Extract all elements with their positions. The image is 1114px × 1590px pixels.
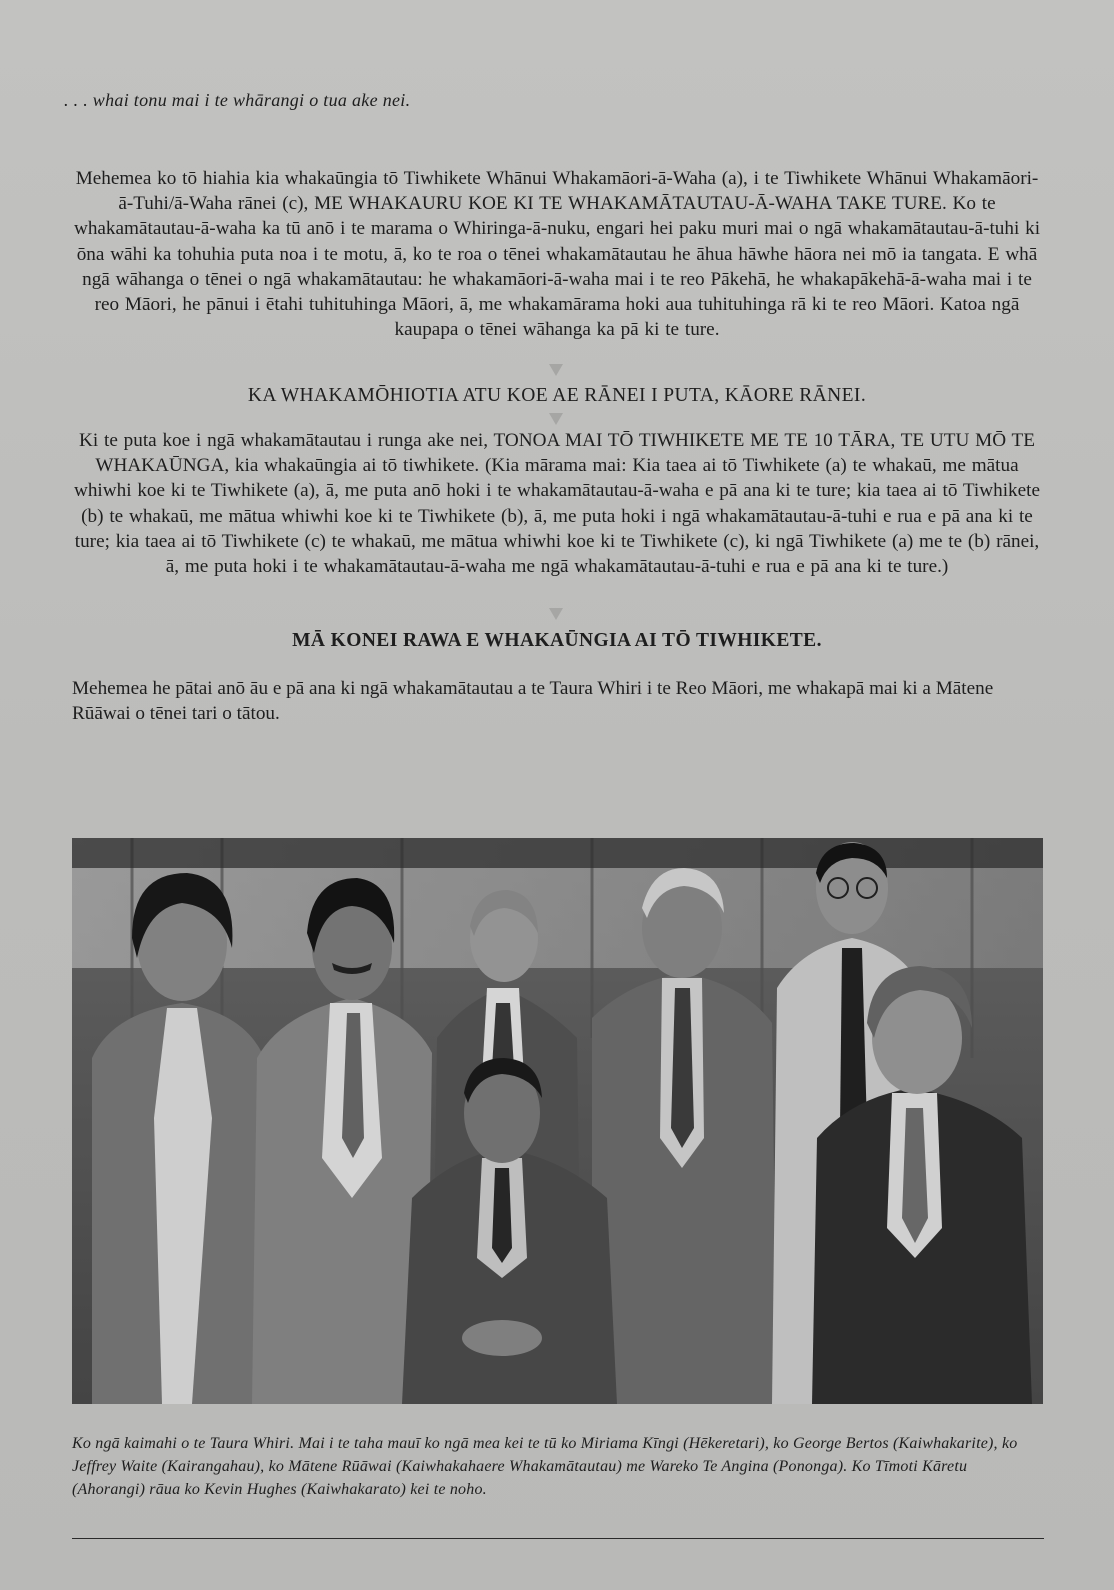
staff-photo-illustration	[72, 838, 1043, 1404]
paragraph-certificate-endorsement: Ki te puta koe i ngā whakamātautau i runga ake nei, TONOA MAI TŌ TIWHIKETE ME TE 10 TĀRA, TE UTU MŌ TE WHAKAŪNGA, kia whakaūngia ai tō tiwhikete. (Kia mārama mai: Kia taea ai tō Tiwhikete (a) te whakaū, me mātua whiwhi koe ki te Tiwhikete (a), ā, me puta anō hoki i te whakamātautau-ā-waha e pā ana ki te ture; kia taea ai tō Tiwhikete (b) te whakaū, me mātua whiwhi koe ki te Tiwhikete (b), ā, me puta hoki i ngā whakamātautau-ā-tuhi e rua e pā ana ki te ture; kia taea ai tō Tiwhikete (c) te whakaū, me mātua whiwhi koe ki te Tiwhikete (c), ki ngā Tiwhikete (a) me te (b) rānei, ā, me puta hoki i te whakamātautau-ā-waha me ngā whakamātautau-ā-tuhi e rua e pā ana ki te ture.)	[73, 430, 1041, 578]
triangle-divider-icon	[549, 413, 563, 425]
bottom-rule	[72, 1538, 1044, 1539]
heading-notification: KA WHAKAMŌHIOTIA ATU KOE AE RĀNEI I PUTA, KĀORE RĀNEI.	[247, 385, 867, 406]
contact-paragraph: Mehemea he pātai anō āu e pā ana ki ngā whakamātautau a te Taura Whiri i te Reo Māori, me whakapā mai ki a Mātene Rūāwai o tēnei tari o tātou.	[72, 678, 994, 724]
paragraph-oral-exam: Mehemea ko tō hiahia kia whakaūngia tō Tiwhikete Whānui Whakamāori-ā-Waha (a), i te Tiwhikete Whānui Whakamāori-ā-Tuhi/ā-Waha rānei (c), ME WHAKAURU KOE KI TE WHAKAMĀTAUTAU-Ā-WAHA TAKE TURE. Ko te whakamātautau-ā-waha ka tū anō i te marama o Whiringa-ā-nuku, engari hei paku muri mai o ngā whakamātautau-ā-tuhi ki ōna wāhi ka tohuhia puta noa i te motu, ā, ko te roa o tēnei whakamātautau he āhua hāwhe hāora nei mō ia tangata. E whā ngā wāhanga o tēnei o ngā whakamātautau: he whakamāori-ā-waha mai i te reo Pākehā, he whakapākehā-ā-waha mai i te reo Māori, he pānui i ētahi tuhituhinga Māori, ā, me whakamārama hoki aua tuhituhinga rā ki te reo Māori. Katoa ngā kaupapa o tēnei wāhanga ka pā ki te ture.	[73, 168, 1041, 341]
triangle-divider-icon	[549, 364, 563, 376]
heading-endorsement: MĀ KONEI RAWA E WHAKAŪNGIA AI TŌ TIWHIKETE.	[292, 630, 822, 651]
staff-group-photo	[72, 838, 1043, 1404]
photo-caption: Ko ngā kaimahi o te Taura Whiri. Mai i te taha mauī ko ngā mea kei te tū ko Miriama Kīngi (Hēkeretari), ko George Bertos (Kaiwhakarite), ko Jeffrey Waite (Kairangahau), ko Mātene Rūāwai (Kaiwhakahaere Whakamātautau) me Wareko Te Angina (Pononga). Ko Tīmoti Kāretu (Ahorangi) rāua ko Kevin Hughes (Kaiwhakarato) kei te noho.	[72, 1435, 1018, 1498]
continuation-note: . . . whai tonu mai i te whārangi o tua ake nei.	[64, 90, 411, 110]
triangle-divider-icon	[549, 608, 563, 620]
